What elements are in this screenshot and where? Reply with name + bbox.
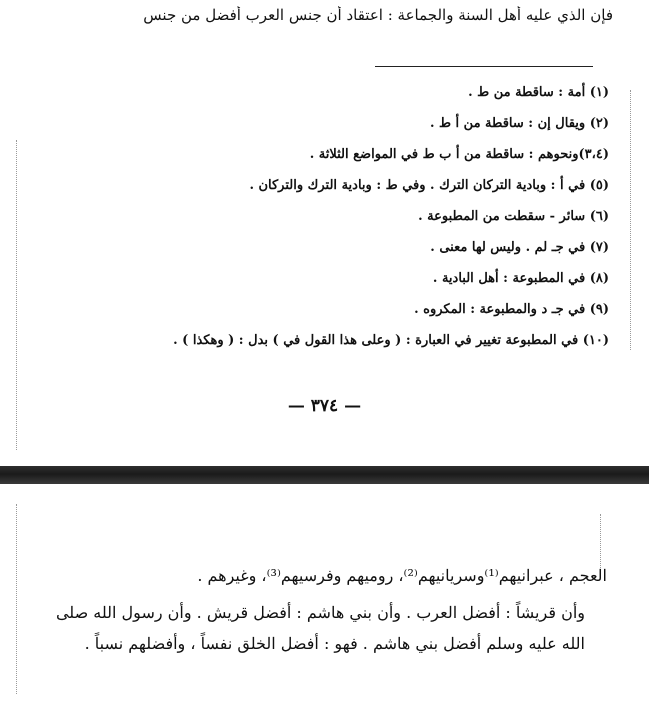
page-number: — ٣٧٤ — xyxy=(287,396,362,416)
scan-margin-mark xyxy=(16,140,17,450)
footnote-9: (٩) في جـ د والمطبوعة : المكروه . xyxy=(414,302,609,317)
main-text xyxy=(47,560,607,659)
continuation-line: فإن الذي عليه أهل السنة والجماعة : اعتقاد أن جنس العرب أفضل من جنس xyxy=(143,6,613,24)
footnotes-list xyxy=(49,80,609,359)
page-divider xyxy=(0,466,649,484)
paragraph-2: وأن قريشاً : أفضل العرب . وأن بني هاشم : أفضل قريش . وأن رسول الله صلى الله عليه وسلم أفضل بني هاشم . فهو : أفضل الخلق نفساً ، وأفضلهم نسباً . xyxy=(55,603,585,653)
footnote-5: (٥) في أ : وبادية التركان الترك . وفي ط : وبادية الترك والتركان . xyxy=(249,178,609,193)
footnote-separator-rule xyxy=(375,66,593,67)
footnote-2: (٢) ويقال إن : ساقطة من أ ط . xyxy=(429,116,609,131)
footnote-8: (٨) في المطبوعة : أهل البادية . xyxy=(432,271,609,286)
footnote-6: (٦) سائر - سقطت من المطبوعة . xyxy=(418,209,609,224)
footnote-1: (١) أمة : ساقطة من ط . xyxy=(468,85,609,100)
footnote-10: (١٠) في المطبوعة تغيير في العبارة : ( وعلى هذا القول في ) بدل : ( وهكذا ) . xyxy=(173,333,609,348)
paragraph-1: العجم ، عبرانيهم⁽¹⁾وسريانيهم⁽²⁾، روميهم وفرسيهم⁽³⁾، وغيرهم . xyxy=(197,566,607,585)
scan-margin-mark xyxy=(630,90,631,350)
scan-margin-mark xyxy=(16,504,17,694)
footnote-3-4: (٣،٤)ونحوهم : ساقطة من أ ب ط في المواضع الثلاثة . xyxy=(309,147,609,162)
footnote-7: (٧) في جـ لم . وليس لها معنى . xyxy=(430,240,609,255)
